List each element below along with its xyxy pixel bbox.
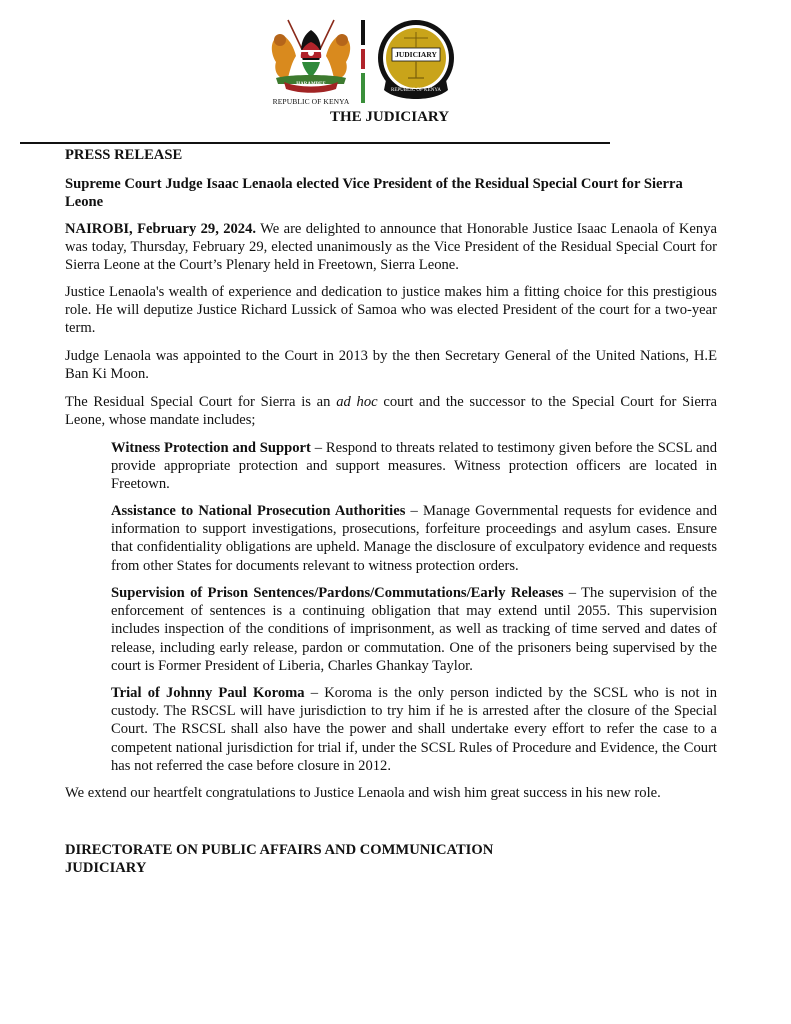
mandate-text: The supervision of the enforcement of sentences is a continuing obligation that may extend until 2055. This supervision includes inspection of the conditions of imprisonment, as well as tracking of time served and dates of release, including early release, pardon or commutation. One of the prisoners being supervised by the court is Former President of Liberia, Charles Ghankay Taylor. [111,585,717,674]
document-label: PRESS RELEASE [65,147,183,163]
paragraph-text: The Residual Special Court for Sierra is an [65,394,337,410]
mandate-text: Koroma is the only person indicted by the SCSL who is not in custody. The RSCSL will have jurisdiction to try him if he is arrested after the closure of the Special Court. The RSCSL shall also have the power and shall undertake every effort to refer the case to a competent national jurisdiction for trial if, under the SCSL Rules of Procedure and Evidence, the Court has not referred the case before closure in 2012. [111,685,718,774]
dash: – [304,685,325,701]
mandate-title: Assistance to National Prosecution Authorities [111,503,406,519]
kenya-seal-caption: REPUBLIC OF KENYA [272,97,350,106]
signature-judiciary: JUDICIARY [65,860,147,876]
motto-text: HARAMBEE [296,82,326,87]
kenya-coat-of-arms [266,16,356,108]
mandate-item [111,584,717,675]
mandate-item [111,684,717,775]
flag-bar-black [361,20,365,45]
paragraph-experience: Justice Lenaola's wealth of experience and dedication to justice makes him a fitting choice for this prestigious role. He will deputize Justice Richard Lussick of Samoa who was elected President of the court for a two-year term. [65,284,717,337]
headline: Supreme Court Judge Isaac Lenaola elected Vice President of the Residual Special Court for Sierra Leone [65,176,683,211]
mandate-title: Witness Protection and Support [111,440,311,456]
dash: – [563,585,582,601]
dash: – [405,503,423,519]
italic-term: ad hoc [336,394,378,410]
mandate-item [111,502,717,575]
paragraph-announcement [65,220,717,275]
mandate-text: Manage Governmental requests for evidence and information to support investigations, prosecutions, forfeiture proceedings and asylum cases. Ensure that confidentiality obligations are upheld. Manage the disclosure of exculpatory evidence and requests from other States for documents relevant to witness protection orders. [111,503,717,574]
paragraph-court [65,393,717,429]
org-name: THE JUDICIARY [330,109,450,125]
paragraph-appointment: Judge Lenaola was appointed to the Court in 2013 by the then Secretary General of the United Nations, H.E Ban Ki Moon. [65,348,717,383]
judiciary-seal-text: JUDICIARY [395,50,437,59]
dateline: NAIROBI, February 29, 2024. [65,221,257,237]
closing-paragraph: We extend our heartfelt congratulations to Justice Lenaola and wish him great success in his new role. [65,785,661,801]
judiciary-seal [376,18,456,104]
mandate-title: Supervision of Prison Sentences/Pardons/Commutations/Early Releases [111,585,564,601]
signature-directorate: DIRECTORATE ON PUBLIC AFFAIRS AND COMMUNICATION [65,842,494,858]
judiciary-seal-ring-text: REPUBLIC OF KENYA [390,88,441,93]
paragraph-text: We are delighted to announce that Honorable Justice Isaac Lenaola of Kenya was today, Thursday, February 29, elected unanimously as the Vice President of the Residual Special Court for Sierra Leone at the Court’s Plenary held in Freetown, Sierra Leone. [65,221,717,274]
dash: – [310,440,326,456]
mandate-item [111,439,717,494]
mandate-title: Trial of Johnny Paul Koroma [111,685,305,701]
flag-bar-red [361,49,365,69]
header-divider [20,142,610,144]
flag-bar-green [361,73,365,103]
mandate-text: Respond to threats related to testimony given before the SCSL and provide appropriate protection and support measures. Witness protection officers are located in Freetown. [111,440,718,493]
paragraph-text: court and the successor to the Special Court for Sierra Leone, whose mandate includes; [65,394,717,429]
